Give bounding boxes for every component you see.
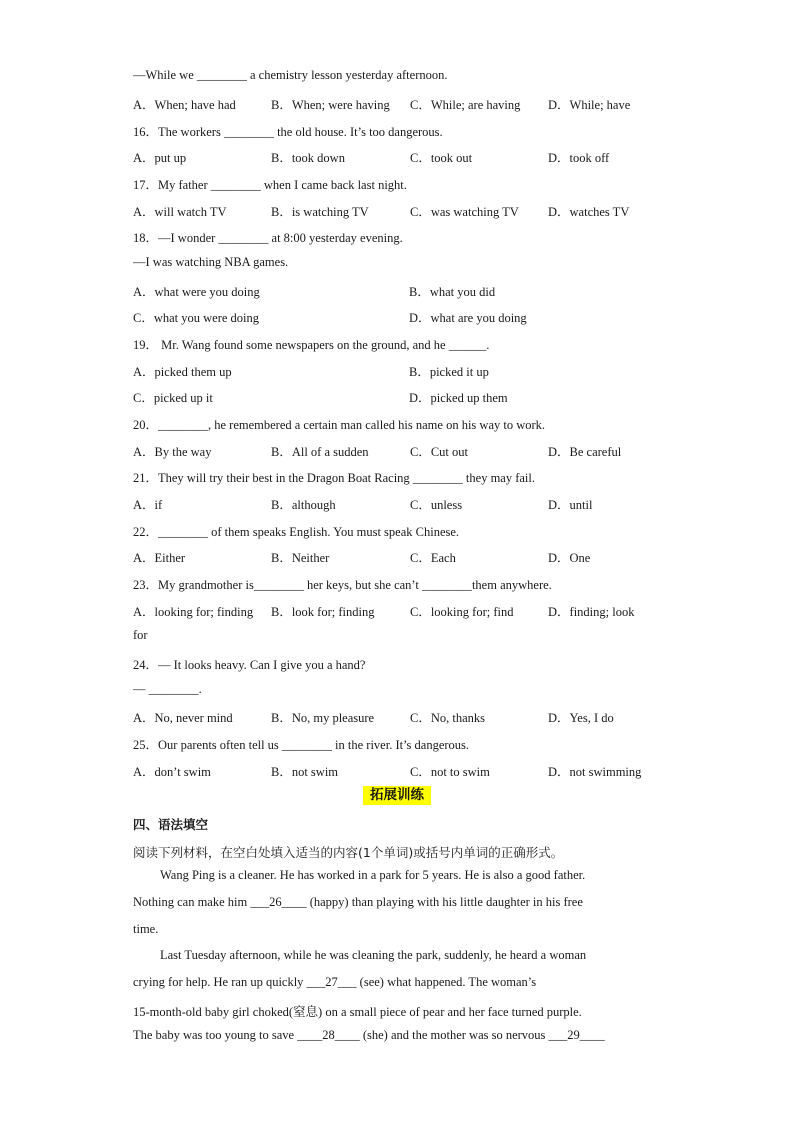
option-18-a: A．what were you doing (133, 285, 260, 299)
option-19-b: B．picked it up (409, 365, 489, 379)
option-22-c: C．Each (410, 551, 456, 565)
question-21-text: 21．They will try their best in the Dragon Boat Racing ________ they may fail. (133, 471, 536, 485)
question-20-text: 20．________, he remembered a certain man called his name on his way to work. (133, 418, 546, 432)
option-23-a: A．looking for; finding (133, 605, 254, 619)
option-23-c: C．looking for; find (410, 605, 514, 619)
option-19-c: C．picked up it (133, 391, 213, 405)
passage-line: time. (133, 922, 159, 936)
option-17-b: B．is watching TV (271, 205, 369, 219)
option-24-c: C．No, thanks (410, 711, 486, 725)
option-21-b: B．although (271, 498, 336, 512)
option-18-b: B．what you did (409, 285, 496, 299)
question-22-text: 22．________ of them speaks English. You must speak Chinese. (133, 525, 460, 539)
section-title: 四、语法填空 (133, 817, 209, 832)
passage-line: crying for help. He ran up quickly ___27___ (see) what happened. The woman’s (133, 975, 537, 989)
option-16-d: D．took off (548, 151, 610, 165)
question-24-text: 24．— It looks heavy. Can I give you a hand? (133, 658, 366, 672)
option-20-a: A．By the way (133, 445, 212, 459)
option-16-c: C．took out (410, 151, 473, 165)
option-20-c: C．Cut out (410, 445, 468, 459)
option-25-a: A．don’t swim (133, 765, 211, 779)
question-18-text: 18．—I wonder ________ at 8:00 yesterday evening. (133, 231, 403, 245)
question-25-text: 25．Our parents often tell us ________ in the river. It’s dangerous. (133, 738, 470, 752)
option-23-d-wrap: for (133, 628, 148, 642)
option-15-a: A．When; have had (133, 98, 236, 112)
option-15-b: B．When; were having (271, 98, 390, 112)
option-15-c: C．While; are having (410, 98, 521, 112)
option-18-d: D．what are you doing (409, 311, 527, 325)
question-18-reply: —I was watching NBA games. (133, 255, 289, 269)
question-24-reply: — ________. (133, 682, 202, 696)
option-18-c: C．what you were doing (133, 311, 260, 325)
option-22-d: D．One (548, 551, 591, 565)
question-16-text: 16．The workers ________ the old house. It’s too dangerous. (133, 125, 443, 139)
option-17-d: D．watches TV (548, 205, 630, 219)
option-25-c: C．not to swim (410, 765, 490, 779)
question-17-text: 17．My father ________ when I came back last night. (133, 178, 407, 192)
option-22-a: A．Either (133, 551, 186, 565)
passage-line: Nothing can make him ___26____ (happy) than playing with his little daughter in his free (133, 895, 583, 909)
option-23-b: B．look for; finding (271, 605, 375, 619)
option-20-d: D．Be careful (548, 445, 622, 459)
extension-training-banner: 拓展训练 (363, 786, 431, 805)
question-15-text: —While we ________ a chemistry lesson yesterday afternoon. (133, 68, 448, 82)
option-20-b: B．All of a sudden (271, 445, 369, 459)
option-21-d: D．until (548, 498, 593, 512)
passage-line: The baby was too young to save ____28____ (she) and the mother was so nervous ___29____ (133, 1028, 605, 1042)
option-22-b: B．Neither (271, 551, 330, 565)
option-21-c: C．unless (410, 498, 463, 512)
option-24-a: A．No, never mind (133, 711, 233, 725)
passage-line: Wang Ping is a cleaner. He has worked in a park for 5 years. He is also a good father. (160, 868, 586, 882)
option-25-d: D．not swimming (548, 765, 642, 779)
question-23-text: 23．My grandmother is________ her keys, but she can’t ________them anywhere. (133, 578, 552, 592)
option-24-b: B．No, my pleasure (271, 711, 375, 725)
option-17-a: A．will watch TV (133, 205, 227, 219)
passage-line: 15-month-old baby girl choked(窒息) on a small piece of pear and her face turned purple. (133, 1005, 582, 1019)
question-19-text: 19． Mr. Wang found some newspapers on the ground, and he ______. (133, 338, 490, 352)
option-24-d: D．Yes, I do (548, 711, 614, 725)
option-19-d: D．picked up them (409, 391, 508, 405)
section-instruction: 阅读下列材料，在空白处填入适当的内容(1个单词)或括号内单词的正确形式。 (133, 845, 564, 860)
passage-line: Last Tuesday afternoon, while he was cleaning the park, suddenly, he heard a woman (160, 948, 587, 962)
option-23-d: D．finding; look (548, 605, 635, 619)
option-21-a: A．if (133, 498, 163, 512)
option-15-d: D．While; have (548, 98, 631, 112)
option-25-b: B．not swim (271, 765, 339, 779)
option-19-a: A．picked them up (133, 365, 232, 379)
option-16-a: A．put up (133, 151, 187, 165)
option-17-c: C．was watching TV (410, 205, 519, 219)
option-16-b: B．took down (271, 151, 345, 165)
